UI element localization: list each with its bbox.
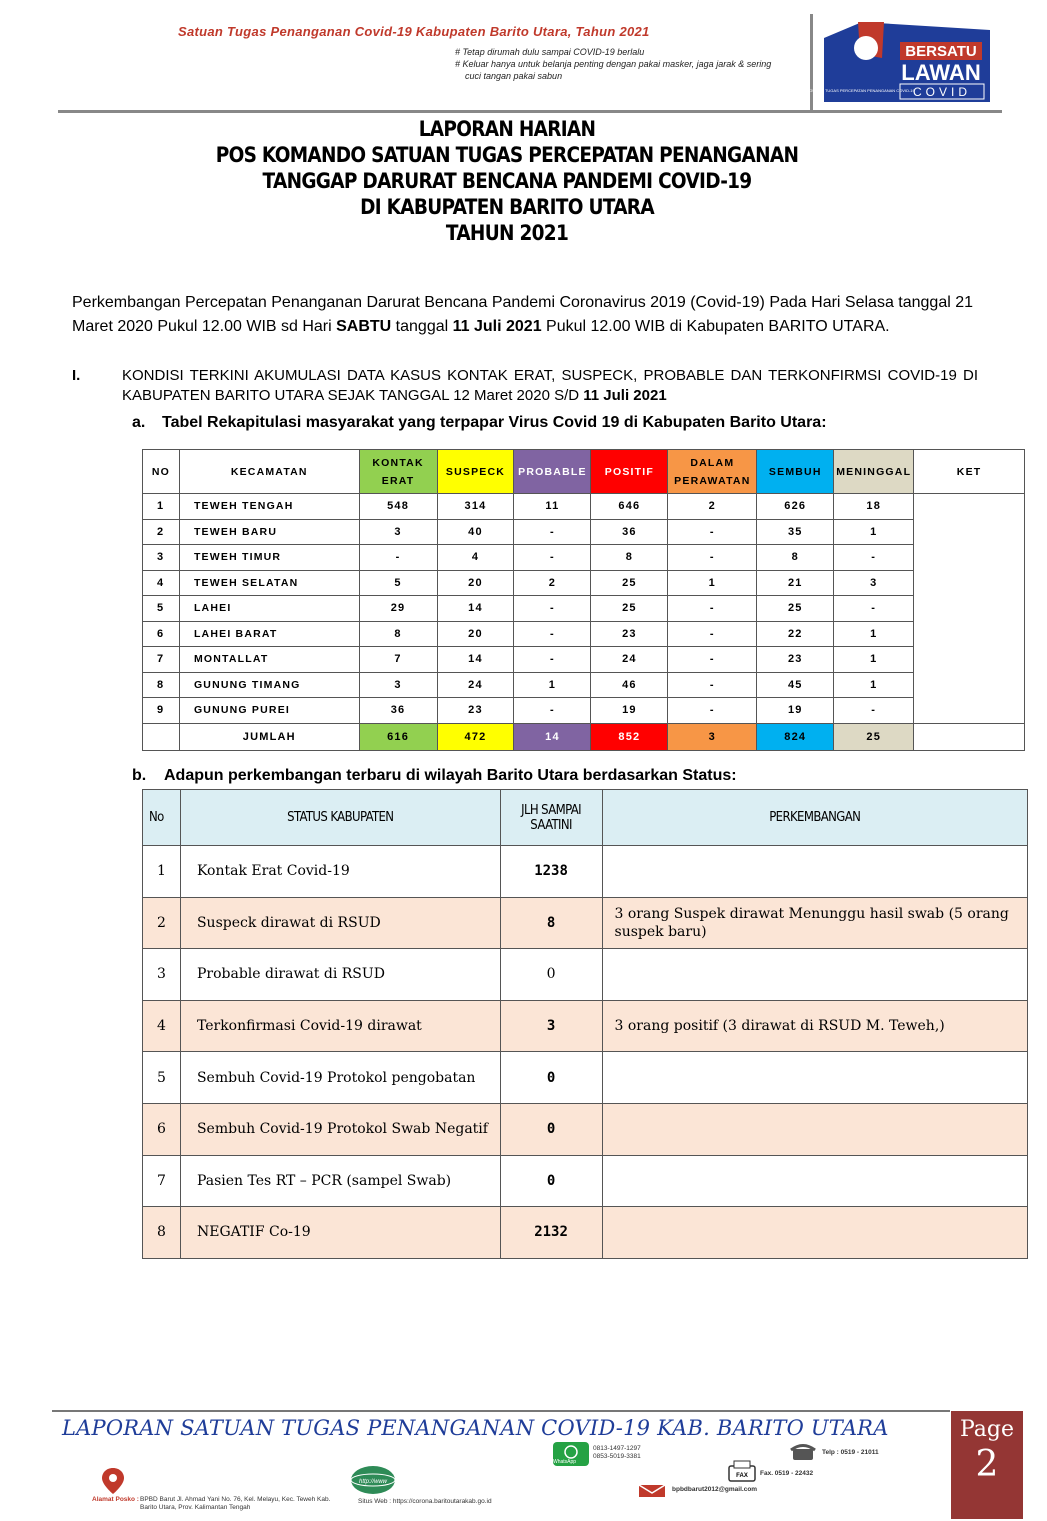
logo-text-lawan: LAWAN xyxy=(901,60,981,85)
status-cell-perkembangan xyxy=(602,1103,1027,1155)
status-header-perkembangan: PERKEMBANGAN xyxy=(602,790,1027,846)
header-note-1: # Tetap dirumah dulu sampai COVID-19 berlalu xyxy=(455,47,645,57)
recap-header-no: NO xyxy=(143,450,180,494)
recap-cell-kontak: - xyxy=(359,545,437,571)
telephone-number: Telp : 0519 - 21011 xyxy=(822,1449,879,1456)
status-cell-status: Sembuh Covid-19 Protokol pengobatan xyxy=(180,1052,500,1104)
recap-cell-suspek: 20 xyxy=(437,621,514,647)
status-cell-perkembangan: 3 orang Suspek dirawat Menunggu hasil swab (5 orang suspek baru) xyxy=(602,897,1027,949)
recap-cell-mening: - xyxy=(834,698,914,724)
recap-cell-sembuh: 23 xyxy=(757,647,834,673)
status-table xyxy=(142,789,1028,1259)
recap-cell-sembuh: 45 xyxy=(757,672,834,698)
recap-cell-suspek: 40 xyxy=(437,519,514,545)
recap-cell-kecamatan: TEWEH SELATAN xyxy=(179,570,359,596)
subsection-a-letter: a. xyxy=(132,414,146,431)
recap-cell-sembuh: 8 xyxy=(757,545,834,571)
page-label: Page xyxy=(959,1417,1015,1442)
intro-day: SABTU xyxy=(336,318,392,335)
recap-cell-suspek: 314 xyxy=(437,494,514,520)
status-header-status: STATUS KABUPATEN xyxy=(180,790,500,846)
recap-row xyxy=(143,596,1025,622)
recap-cell-suspek: 14 xyxy=(437,647,514,673)
status-row xyxy=(143,1052,1028,1104)
recap-header-kontak: KONTAK ERAT xyxy=(359,450,437,494)
recap-cell-no: 2 xyxy=(143,519,180,545)
status-cell-status: Sembuh Covid-19 Protokol Swab Negatif xyxy=(180,1103,500,1155)
status-cell-perkembangan xyxy=(602,949,1027,1001)
recap-cell-pos: 23 xyxy=(591,621,668,647)
recap-cell-suspek: 14 xyxy=(437,596,514,622)
recap-cell-kontak: 548 xyxy=(359,494,437,520)
recap-header-suspek: SUSPECK xyxy=(437,450,514,494)
recap-total-dalam: 3 xyxy=(668,723,757,750)
recap-total-kontak: 616 xyxy=(359,723,437,750)
recap-header-sembuh: SEMBUH xyxy=(757,450,834,494)
recap-cell-kecamatan: MONTALLAT xyxy=(179,647,359,673)
bersatu-lawan-covid-logo xyxy=(809,18,992,104)
recap-cell-pos: 36 xyxy=(591,519,668,545)
recap-row xyxy=(143,647,1025,673)
recap-cell-suspek: 20 xyxy=(437,570,514,596)
recap-cell-kontak: 36 xyxy=(359,698,437,724)
recap-cell-kontak: 5 xyxy=(359,570,437,596)
recap-cell-pos: 46 xyxy=(591,672,668,698)
status-cell-jlh: 0 xyxy=(500,949,602,1001)
intro-text-1: Perkembangan Percepatan Penanganan Darurat Bencana Pandemi Coronavirus 2019 (Covid-19) Pada Hari Selasa tanggal 21 Maret 2020 Pukul 12.00 WIB sd Hari xyxy=(72,294,974,335)
header-top-text: Satuan Tugas Penanganan Covid-19 Kabupaten Barito Utara, Tahun 2021 xyxy=(178,24,650,39)
recap-cell-prob: - xyxy=(514,596,591,622)
status-cell-jlh: 0 xyxy=(500,1103,602,1155)
recap-total-prob: 14 xyxy=(514,723,591,750)
status-row xyxy=(143,1207,1028,1259)
status-cell-jlh: 0 xyxy=(500,1155,602,1207)
recap-header-meninggal: MENINGGAL xyxy=(834,450,914,494)
status-row xyxy=(143,897,1028,949)
recap-cell-mening: - xyxy=(834,596,914,622)
recap-cell-mening: 1 xyxy=(834,647,914,673)
footer-rule xyxy=(52,1410,950,1412)
status-row xyxy=(143,949,1028,1001)
recap-total-label: JUMLAH xyxy=(179,723,359,750)
header-note-3: cuci tangan pakai sabun xyxy=(465,71,563,81)
status-cell-no: 8 xyxy=(143,1207,181,1259)
recap-row xyxy=(143,698,1025,724)
whatsapp-numbers: 0813-1497-1297 0853-5019-3381 xyxy=(593,1445,641,1460)
recap-cell-mening: 1 xyxy=(834,519,914,545)
status-cell-jlh: 1238 xyxy=(500,846,602,898)
recap-cell-kecamatan: GUNUNG PUREI xyxy=(179,698,359,724)
recap-total-row xyxy=(143,723,1025,750)
recap-row xyxy=(143,672,1025,698)
recap-header-probable: PROBABLE xyxy=(514,450,591,494)
recap-cell-sembuh: 35 xyxy=(757,519,834,545)
logo-text-covid: COVID xyxy=(912,85,972,99)
status-cell-jlh: 2132 xyxy=(500,1207,602,1259)
logo-text-gugus: GUGUS TUGAS PERCEPATAN PENANGANAN COVID-19 xyxy=(809,88,915,93)
recap-cell-kecamatan: TEWEH TIMUR xyxy=(179,545,359,571)
recap-cell-prob: 11 xyxy=(514,494,591,520)
status-cell-no: 6 xyxy=(143,1103,181,1155)
recap-header-dalam-perawatan: DALAM PERAWATAN xyxy=(668,450,757,494)
recap-total-no xyxy=(143,723,180,750)
email-icon xyxy=(638,1484,666,1498)
subsection-a-text: Tabel Rekapitulasi masyarakat yang terpapar Virus Covid 19 di Kabupaten Barito Utara: xyxy=(162,414,827,431)
intro-date: 11 Juli 2021 xyxy=(452,318,542,335)
recap-header-positif: POSITIF xyxy=(591,450,668,494)
recap-cell-dalam: 1 xyxy=(668,570,757,596)
status-cell-status: Probable dirawat di RSUD xyxy=(180,949,500,1001)
recap-cell-dalam: - xyxy=(668,621,757,647)
status-row xyxy=(143,846,1028,898)
intro-text-3: Pukul 12.00 WIB di Kabupaten BARITO UTARA. xyxy=(541,318,890,335)
title-line-5: TAHUN 2021 xyxy=(445,221,569,245)
recap-cell-mening: - xyxy=(834,545,914,571)
status-header-no: No xyxy=(143,790,181,846)
recap-cell-ket xyxy=(914,494,1025,724)
title-line-3: TANGGAP DARURAT BENCANA PANDEMI COVID-19 xyxy=(262,169,752,193)
recap-cell-no: 8 xyxy=(143,672,180,698)
recap-cell-sembuh: 25 xyxy=(757,596,834,622)
status-cell-no: 1 xyxy=(143,846,181,898)
fax-number: Fax. 0519 - 22432 xyxy=(760,1470,814,1477)
recap-cell-prob: - xyxy=(514,621,591,647)
status-cell-jlh: 8 xyxy=(500,897,602,949)
recap-cell-kecamatan: GUNUNG TIMANG xyxy=(179,672,359,698)
subsection-b xyxy=(132,767,737,785)
status-cell-perkembangan xyxy=(602,1207,1027,1259)
recap-cell-dalam: - xyxy=(668,672,757,698)
recap-header-row xyxy=(143,450,1025,494)
page-number-box xyxy=(951,1411,1023,1519)
status-cell-jlh: 3 xyxy=(500,1000,602,1052)
recap-cell-suspek: 23 xyxy=(437,698,514,724)
status-cell-jlh: 0 xyxy=(500,1052,602,1104)
section-1 xyxy=(72,366,978,406)
subsection-a xyxy=(132,414,827,432)
recap-cell-kontak: 8 xyxy=(359,621,437,647)
recap-cell-prob: 1 xyxy=(514,672,591,698)
recap-cell-prob: 2 xyxy=(514,570,591,596)
recap-row xyxy=(143,545,1025,571)
recap-cell-pos: 19 xyxy=(591,698,668,724)
status-header-row xyxy=(143,790,1028,846)
recap-cell-kontak: 3 xyxy=(359,519,437,545)
status-cell-no: 7 xyxy=(143,1155,181,1207)
address-label: Alamat Posko : xyxy=(92,1496,139,1503)
recap-cell-kecamatan: LAHEI BARAT xyxy=(179,621,359,647)
recap-cell-sembuh: 626 xyxy=(757,494,834,520)
intro-paragraph xyxy=(72,291,987,339)
section-1-date: 11 Juli 2021 xyxy=(583,387,667,404)
recap-cell-pos: 8 xyxy=(591,545,668,571)
recap-cell-kecamatan: TEWEH BARU xyxy=(179,519,359,545)
status-cell-perkembangan xyxy=(602,846,1027,898)
status-cell-perkembangan xyxy=(602,1052,1027,1104)
status-row xyxy=(143,1103,1028,1155)
recap-row xyxy=(143,519,1025,545)
title-line-4: DI KABUPATEN BARITO UTARA xyxy=(360,195,654,219)
recap-cell-prob: - xyxy=(514,545,591,571)
recap-cell-pos: 24 xyxy=(591,647,668,673)
section-1-body: KONDISI TERKINI AKUMULASI DATA KASUS KONTAK ERAT, SUSPECK, PROBABLE DAN TERKONFIRMSI COVID-19 DI KABUPATEN BARITO UTARA SEJAK TANGGAL 12 Maret 2020 S/D xyxy=(122,367,978,404)
location-pin-icon xyxy=(98,1466,128,1496)
title-line-1: LAPORAN HARIAN xyxy=(418,117,596,141)
intro-text-2: tanggal xyxy=(391,318,453,335)
recap-total-suspek: 472 xyxy=(437,723,514,750)
section-1-text xyxy=(122,366,978,406)
header-rule xyxy=(58,110,1002,113)
recap-cell-kecamatan: LAHEI xyxy=(179,596,359,622)
header-notes xyxy=(455,46,771,82)
email-address: bpbdbarut2012@gmail.com xyxy=(672,1486,758,1493)
recap-cell-sembuh: 22 xyxy=(757,621,834,647)
recap-total-mening: 25 xyxy=(834,723,914,750)
report-title xyxy=(61,116,953,246)
recap-cell-kecamatan: TEWEH TENGAH xyxy=(179,494,359,520)
status-cell-perkembangan: 3 orang positif (3 dirawat di RSUD M. Teweh,) xyxy=(602,1000,1027,1052)
recap-cell-mening: 1 xyxy=(834,621,914,647)
recap-cell-pos: 25 xyxy=(591,596,668,622)
subsection-b-text: Adapun perkembangan terbaru di wilayah Barito Utara berdasarkan Status: xyxy=(164,767,737,784)
status-cell-perkembangan xyxy=(602,1155,1027,1207)
logo-text-bersatu: BERSATU xyxy=(905,43,977,60)
status-cell-no: 2 xyxy=(143,897,181,949)
title-line-2: POS KOMANDO SATUAN TUGAS PERCEPATAN PENANGANAN xyxy=(215,143,799,167)
recap-cell-no: 1 xyxy=(143,494,180,520)
recap-cell-kontak: 29 xyxy=(359,596,437,622)
fax-icon xyxy=(728,1460,756,1482)
address-text: BPBD Barut Jl. Ahmad Yani No. 76, Kel. Melayu, Kec. Teweh Kab. Barito Utara, Prov. Kalimantan Tengah xyxy=(140,1496,331,1511)
header-note-2: # Keluar hanya untuk belanja penting dengan pakai masker, jaga jarak & sering xyxy=(455,59,772,69)
recap-table xyxy=(142,449,1025,751)
status-cell-status: NEGATIF Co-19 xyxy=(180,1207,500,1259)
recap-cell-mening: 18 xyxy=(834,494,914,520)
recap-cell-no: 9 xyxy=(143,698,180,724)
recap-header-kecamatan: KECAMATAN xyxy=(179,450,359,494)
header-divider xyxy=(810,14,813,110)
recap-cell-suspek: 4 xyxy=(437,545,514,571)
recap-cell-kontak: 7 xyxy=(359,647,437,673)
recap-cell-dalam: - xyxy=(668,519,757,545)
page-number: 2 xyxy=(975,1444,999,1485)
recap-cell-prob: - xyxy=(514,519,591,545)
recap-cell-no: 6 xyxy=(143,621,180,647)
recap-cell-prob: - xyxy=(514,698,591,724)
status-cell-no: 3 xyxy=(143,949,181,1001)
status-cell-status: Terkonfirmasi Covid-19 dirawat xyxy=(180,1000,500,1052)
recap-cell-dalam: - xyxy=(668,698,757,724)
status-cell-no: 5 xyxy=(143,1052,181,1104)
recap-cell-sembuh: 21 xyxy=(757,570,834,596)
recap-cell-no: 7 xyxy=(143,647,180,673)
recap-cell-mening: 1 xyxy=(834,672,914,698)
footer-title: LAPORAN SATUAN TUGAS PENANGANAN COVID-19 KAB. BARITO UTARA xyxy=(62,1416,889,1440)
recap-row xyxy=(143,494,1025,520)
recap-cell-no: 4 xyxy=(143,570,180,596)
recap-cell-kontak: 3 xyxy=(359,672,437,698)
recap-cell-suspek: 24 xyxy=(437,672,514,698)
recap-cell-dalam: - xyxy=(668,647,757,673)
recap-row xyxy=(143,570,1025,596)
section-1-number: I. xyxy=(72,367,81,384)
recap-total-ket xyxy=(914,723,1025,750)
recap-cell-no: 3 xyxy=(143,545,180,571)
recap-row xyxy=(143,621,1025,647)
telephone-icon xyxy=(790,1443,816,1461)
website-url: Situs Web : https://corona.baritoutarakab.go.id xyxy=(358,1498,492,1505)
svg-text:FAX: FAX xyxy=(736,1473,748,1479)
recap-cell-dalam: 2 xyxy=(668,494,757,520)
status-cell-no: 4 xyxy=(143,1000,181,1052)
recap-header-ket: KET xyxy=(914,450,1025,494)
recap-cell-mening: 3 xyxy=(834,570,914,596)
recap-cell-pos: 646 xyxy=(591,494,668,520)
whatsapp-label: WhatsApp xyxy=(553,1459,577,1465)
status-row xyxy=(143,1155,1028,1207)
website-globe-icon xyxy=(348,1464,398,1496)
status-cell-status: Kontak Erat Covid-19 xyxy=(180,846,500,898)
recap-cell-dalam: - xyxy=(668,596,757,622)
recap-cell-no: 5 xyxy=(143,596,180,622)
subsection-b-letter: b. xyxy=(132,767,147,784)
recap-total-pos: 852 xyxy=(591,723,668,750)
status-row xyxy=(143,1000,1028,1052)
recap-total-sembuh: 824 xyxy=(757,723,834,750)
status-cell-status: Suspeck dirawat di RSUD xyxy=(180,897,500,949)
recap-cell-pos: 25 xyxy=(591,570,668,596)
recap-cell-prob: - xyxy=(514,647,591,673)
recap-cell-sembuh: 19 xyxy=(757,698,834,724)
status-header-jlh: JLH SAMPAI SAATINI xyxy=(500,790,602,846)
svg-text:http://www: http://www xyxy=(358,1479,388,1485)
status-cell-status: Pasien Tes RT – PCR (sampel Swab) xyxy=(180,1155,500,1207)
recap-cell-dalam: - xyxy=(668,545,757,571)
